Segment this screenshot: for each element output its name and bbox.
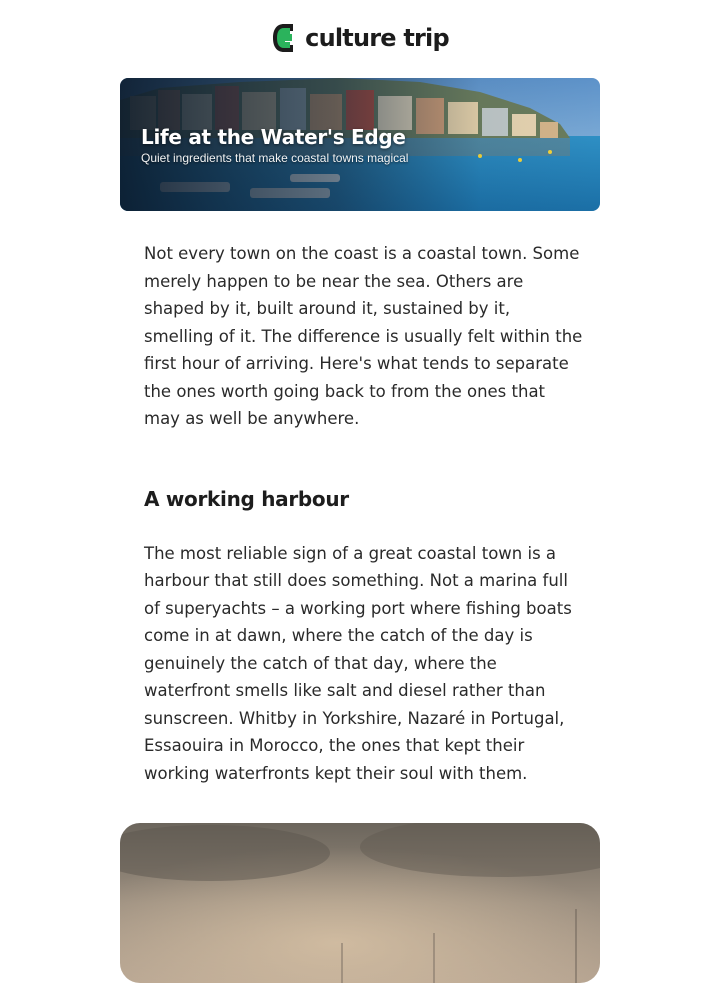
brand-name: culture trip: [305, 24, 449, 52]
hero-subtitle: Quiet ingredients that make coastal towns magical: [141, 151, 409, 165]
article-body: [144, 240, 584, 787]
section-heading: A working harbour: [144, 486, 349, 511]
hero-banner[interactable]: [120, 78, 600, 211]
section-paragraph: The most reliable sign of a great coastal town is a harbour that still does something. Not a marina full of superyachts – a working port where fishing boats come in at dawn, where the catch of the day is genuinely the catch of that day, where the waterfront smells like salt and diesel rather than sunscreen. Whitby in Yorkshire, Nazaré in Portugal, Essaouira in Morocco, the ones that kept their working waterfronts kept their soul with them.: [144, 543, 572, 783]
culture-trip-logo-icon: [271, 22, 297, 54]
cloudy-harbour-image: [120, 823, 600, 983]
intro-paragraph: Not every town on the coast is a coastal town. Some merely happen to be near the sea. Others are shaped by it, built around it, sustained by it, smelling of it. The difference is usually felt within the first hour of arriving. Here's what tends to separate the ones worth going back to from the ones that may as well be anywhere.: [144, 244, 583, 428]
harbour-photo: [120, 823, 600, 983]
hero-title: Life at the Water's Edge: [141, 125, 406, 149]
brand-logo[interactable]: [0, 22, 720, 54]
